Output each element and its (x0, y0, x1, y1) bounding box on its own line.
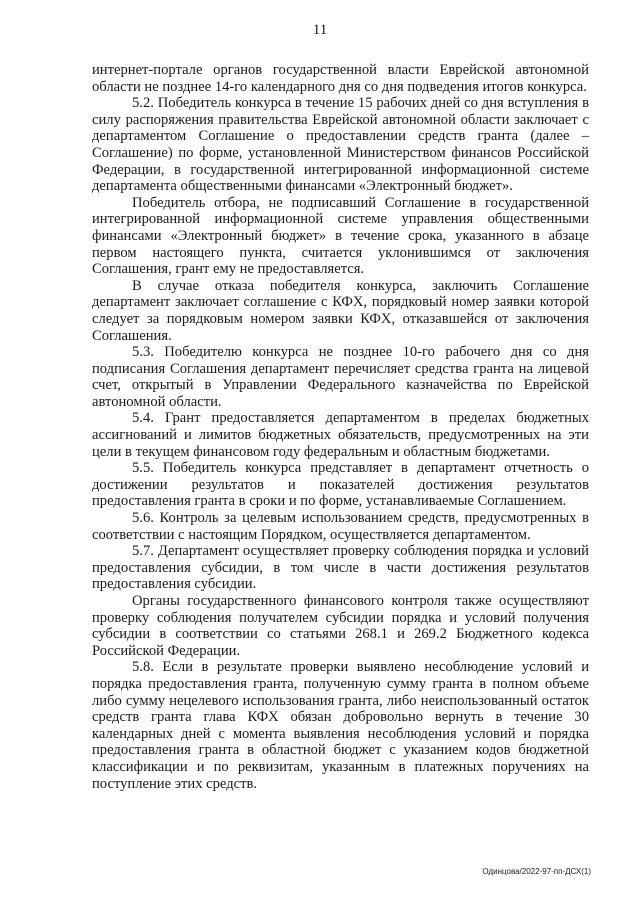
paragraph-unsigned-winner: Победитель отбора, не подписавший Соглашение в государственной интегрированной информационной системе управления общественными финансами «Электронный бюджет» в течение срока, указанного в абзаце первом настоящего пункта, считается уклонившимся от заключения Соглашения, грант ему не предоставляется. (92, 194, 589, 278)
paragraph-5-8: 5.8. Если в результате проверки выявлено несоблюдение условий и порядка предоставления гранта, полученную сумму гранта в полном объеме либо сумму нецелевого использования гранта, либо неиспользованный остаток средств гранта глава КФХ обязан добровольно вернуть в течение 30 календарных дней с момента выявления несоблюдения условий и порядка предоставления гранта в областной бюджет с указанием кодов бюджетной классификации и по реквизитам, указанным в платежных поручениях на поступление этих средств. (92, 659, 589, 792)
paragraph-5-4: 5.4. Грант предоставляется департаментом в пределах бюджетных ассигнований и лимитов бюджетных обязательств, предусмотренных на эти цели в текущем финансовом году федеральным и областным бюджетами. (92, 410, 589, 460)
paragraph-5-7: 5.7. Департамент осуществляет проверку соблюдения порядка и условий предоставления субсидии, в том числе в части достижения результатов предоставления субсидии. (92, 543, 589, 593)
paragraph-5-5: 5.5. Победитель конкурса представляет в департамент отчетность о достижении результатов и показателей достижения результатов предоставления гранта в сроки и по форме, устанавливаемые Соглашением. (92, 460, 589, 510)
paragraph-5-6: 5.6. Контроль за целевым использованием средств, предусмотренных в соответствии с настоящим Порядком, осуществляется департаментом. (92, 510, 589, 543)
paragraph-continuation: интернет-портале органов государственной власти Еврейской автономной области не позднее 14-го календарного дня со дня подведения итогов конкурса. (92, 62, 589, 95)
paragraph-refusal: В случае отказа победителя конкурса, заключить Соглашение департамент заключает соглашение с КФХ, порядковый номер заявки которой следует за порядковым номером заявки КФХ, отказавшейся от заключения Соглашения. (92, 277, 589, 344)
paragraph-5-2: 5.2. Победитель конкурса в течение 15 рабочих дней со дня вступления в силу распоряжения правительства Еврейской автономной области заключает с департаментом Соглашение о предоставлении средств гранта (далее – Соглашение) по форме, установленной Министерством финансов Российской Федерации, в государственной интегрированной информационной системе департамента общественными финансами «Электронный бюджет». (92, 95, 589, 195)
page-number: 11 (312, 22, 328, 38)
paragraph-financial-control: Органы государственного финансового контроля также осуществляют проверку соблюдения получателем субсидии порядка и условий получения субсидии в соответствии со статьями 268.1 и 269.2 Бюджетного кодекса Российской Федерации. (92, 593, 589, 659)
document-id-footer: Одинцова/2022-97-пп-ДСХ(1) (482, 867, 591, 876)
paragraph-5-3: 5.3. Победителю конкурса не позднее 10-го рабочего дня со дня подписания Соглашения департамент перечисляет средства гранта на лицевой счет, открытый в Управлении Федерального казначейства по Еврейской автономной области. (92, 344, 589, 410)
document-body (92, 62, 589, 792)
